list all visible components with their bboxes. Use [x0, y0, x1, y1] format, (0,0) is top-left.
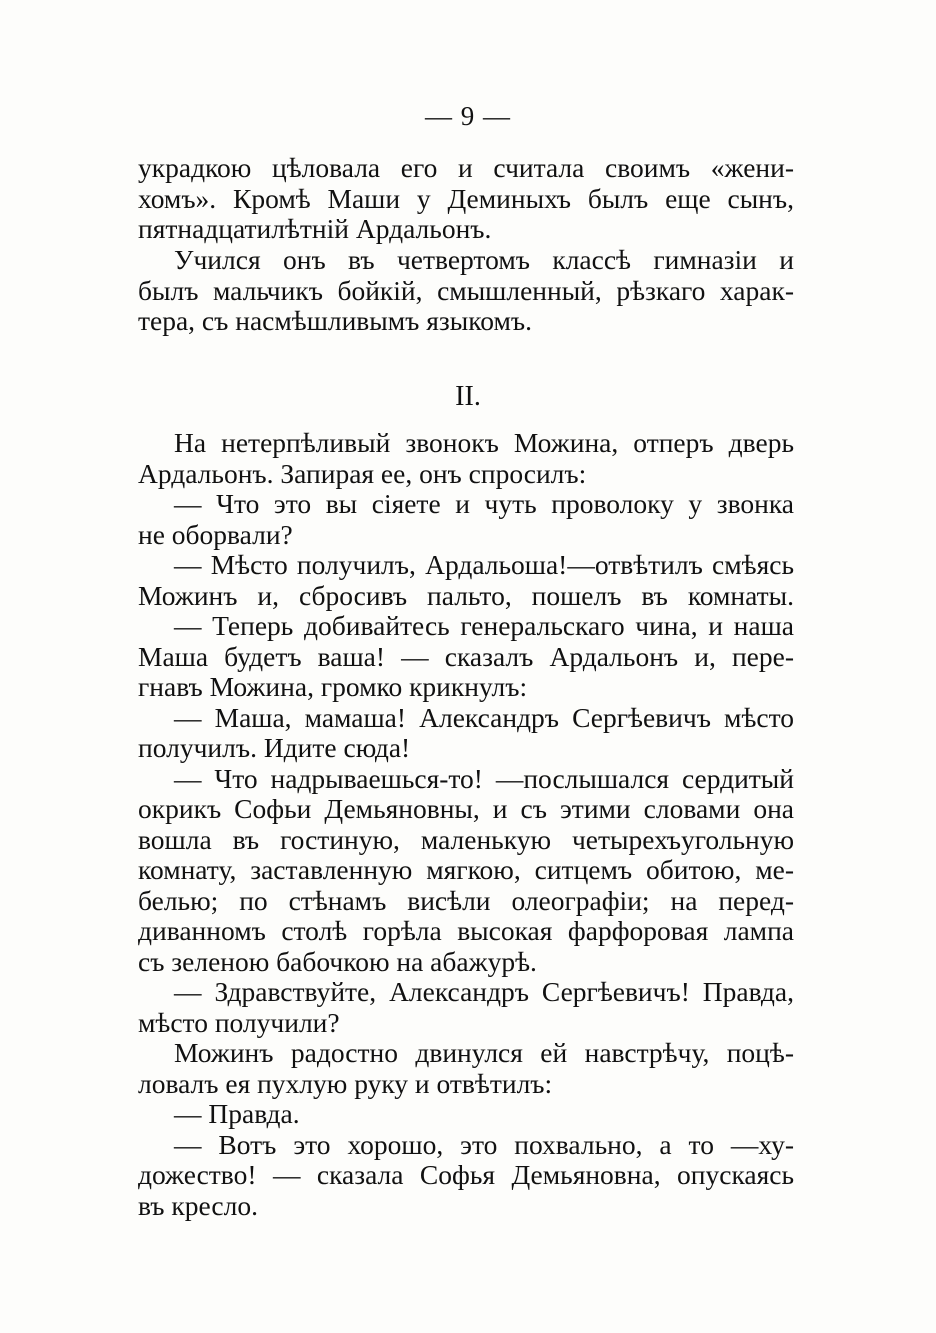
- text-line: гнавъ Можина, громко крикнулъ:: [138, 672, 528, 702]
- text-line: мѣсто получили?: [138, 1007, 340, 1038]
- text-line: дожество! — сказала Софья Демьяновна, опускаясь: [138, 1160, 794, 1190]
- text-line: На нетерпѣливый звонокъ Можина, отперъ дверь: [174, 428, 794, 458]
- text-line: — Правда.: [174, 1099, 300, 1129]
- chapter-text: [138, 428, 794, 1221]
- text-line: — Мѣсто получилъ, Ардальоша!—отвѣтилъ смѣясь: [174, 550, 794, 580]
- text-line: — Что надрываешься-то! —послышался сердитый: [174, 763, 794, 794]
- text-line: въ кресло.: [138, 1190, 258, 1221]
- text-line: ловалъ ея пухлую руку и отвѣтилъ:: [138, 1068, 553, 1099]
- text-line: съ зеленою бабочкою на абажурѣ.: [138, 946, 537, 977]
- text-line: Маша будетъ ваша! — сказалъ Ардальонъ и, пере-: [138, 641, 794, 672]
- text-line: — Что это вы сіяете и чуть проволоку у звонка: [174, 489, 794, 519]
- text-line: окрикъ Софьи Демьяновны, и съ этими словами она: [138, 794, 794, 824]
- text-line: хомъ». Кромѣ Маши у Деминыхъ былъ еще сынъ,: [138, 183, 794, 214]
- text-line: — Вотъ это хорошо, это похвально, а то —ху-: [174, 1129, 794, 1160]
- text-line: вошла въ гостиную, маленькую четырехъугольную: [138, 824, 794, 855]
- text-line: Можинъ и, сбросивъ пальто, пошелъ въ комнаты.: [138, 580, 794, 611]
- text-line: — Маша, мамаша! Александръ Сергѣевичъ мѣсто: [174, 702, 794, 733]
- text-line: не оборвали?: [138, 519, 293, 550]
- text-line: комнату, заставленную мягкою, ситцемъ обитою, ме-: [138, 855, 794, 885]
- text-line: былъ мальчикъ бойкій, смышленный, рѣзкаго харак-: [138, 275, 794, 306]
- text-line: Учился онъ въ четвертомъ классѣ гимназіи и: [174, 245, 794, 275]
- text-line: — Здравствуйте, Александръ Сергѣевичъ! Правда,: [174, 977, 794, 1007]
- text-line: пятнадцатилѣтній Ардальонъ.: [138, 214, 492, 244]
- chapter-heading: II.: [455, 381, 481, 412]
- text-line: тера, съ насмѣшливымъ языкомъ.: [138, 306, 532, 336]
- text-line: Можинъ радостно двинулся ей навстрѣчу, поцѣ-: [174, 1038, 794, 1068]
- text-line: — Теперь добивайтесь генеральскаго чина, и наша: [174, 611, 794, 641]
- text-line: Ардальонъ. Запирая ее, онъ спросилъ:: [138, 458, 587, 489]
- text-line: украдкою цѣловала его и считала своимъ «жени-: [138, 153, 794, 183]
- text-line: получилъ. Идите сюда!: [138, 733, 411, 763]
- page-number: — 9 —: [425, 101, 511, 131]
- text-line: белью; по стѣнамъ висѣли олеографіи; на перед-: [138, 885, 794, 916]
- paragraph-continuation: [138, 153, 794, 245]
- text-line: диванномъ столѣ горѣла высокая фарфоровая лампа: [138, 916, 794, 946]
- paragraph-ardalion: [138, 245, 794, 337]
